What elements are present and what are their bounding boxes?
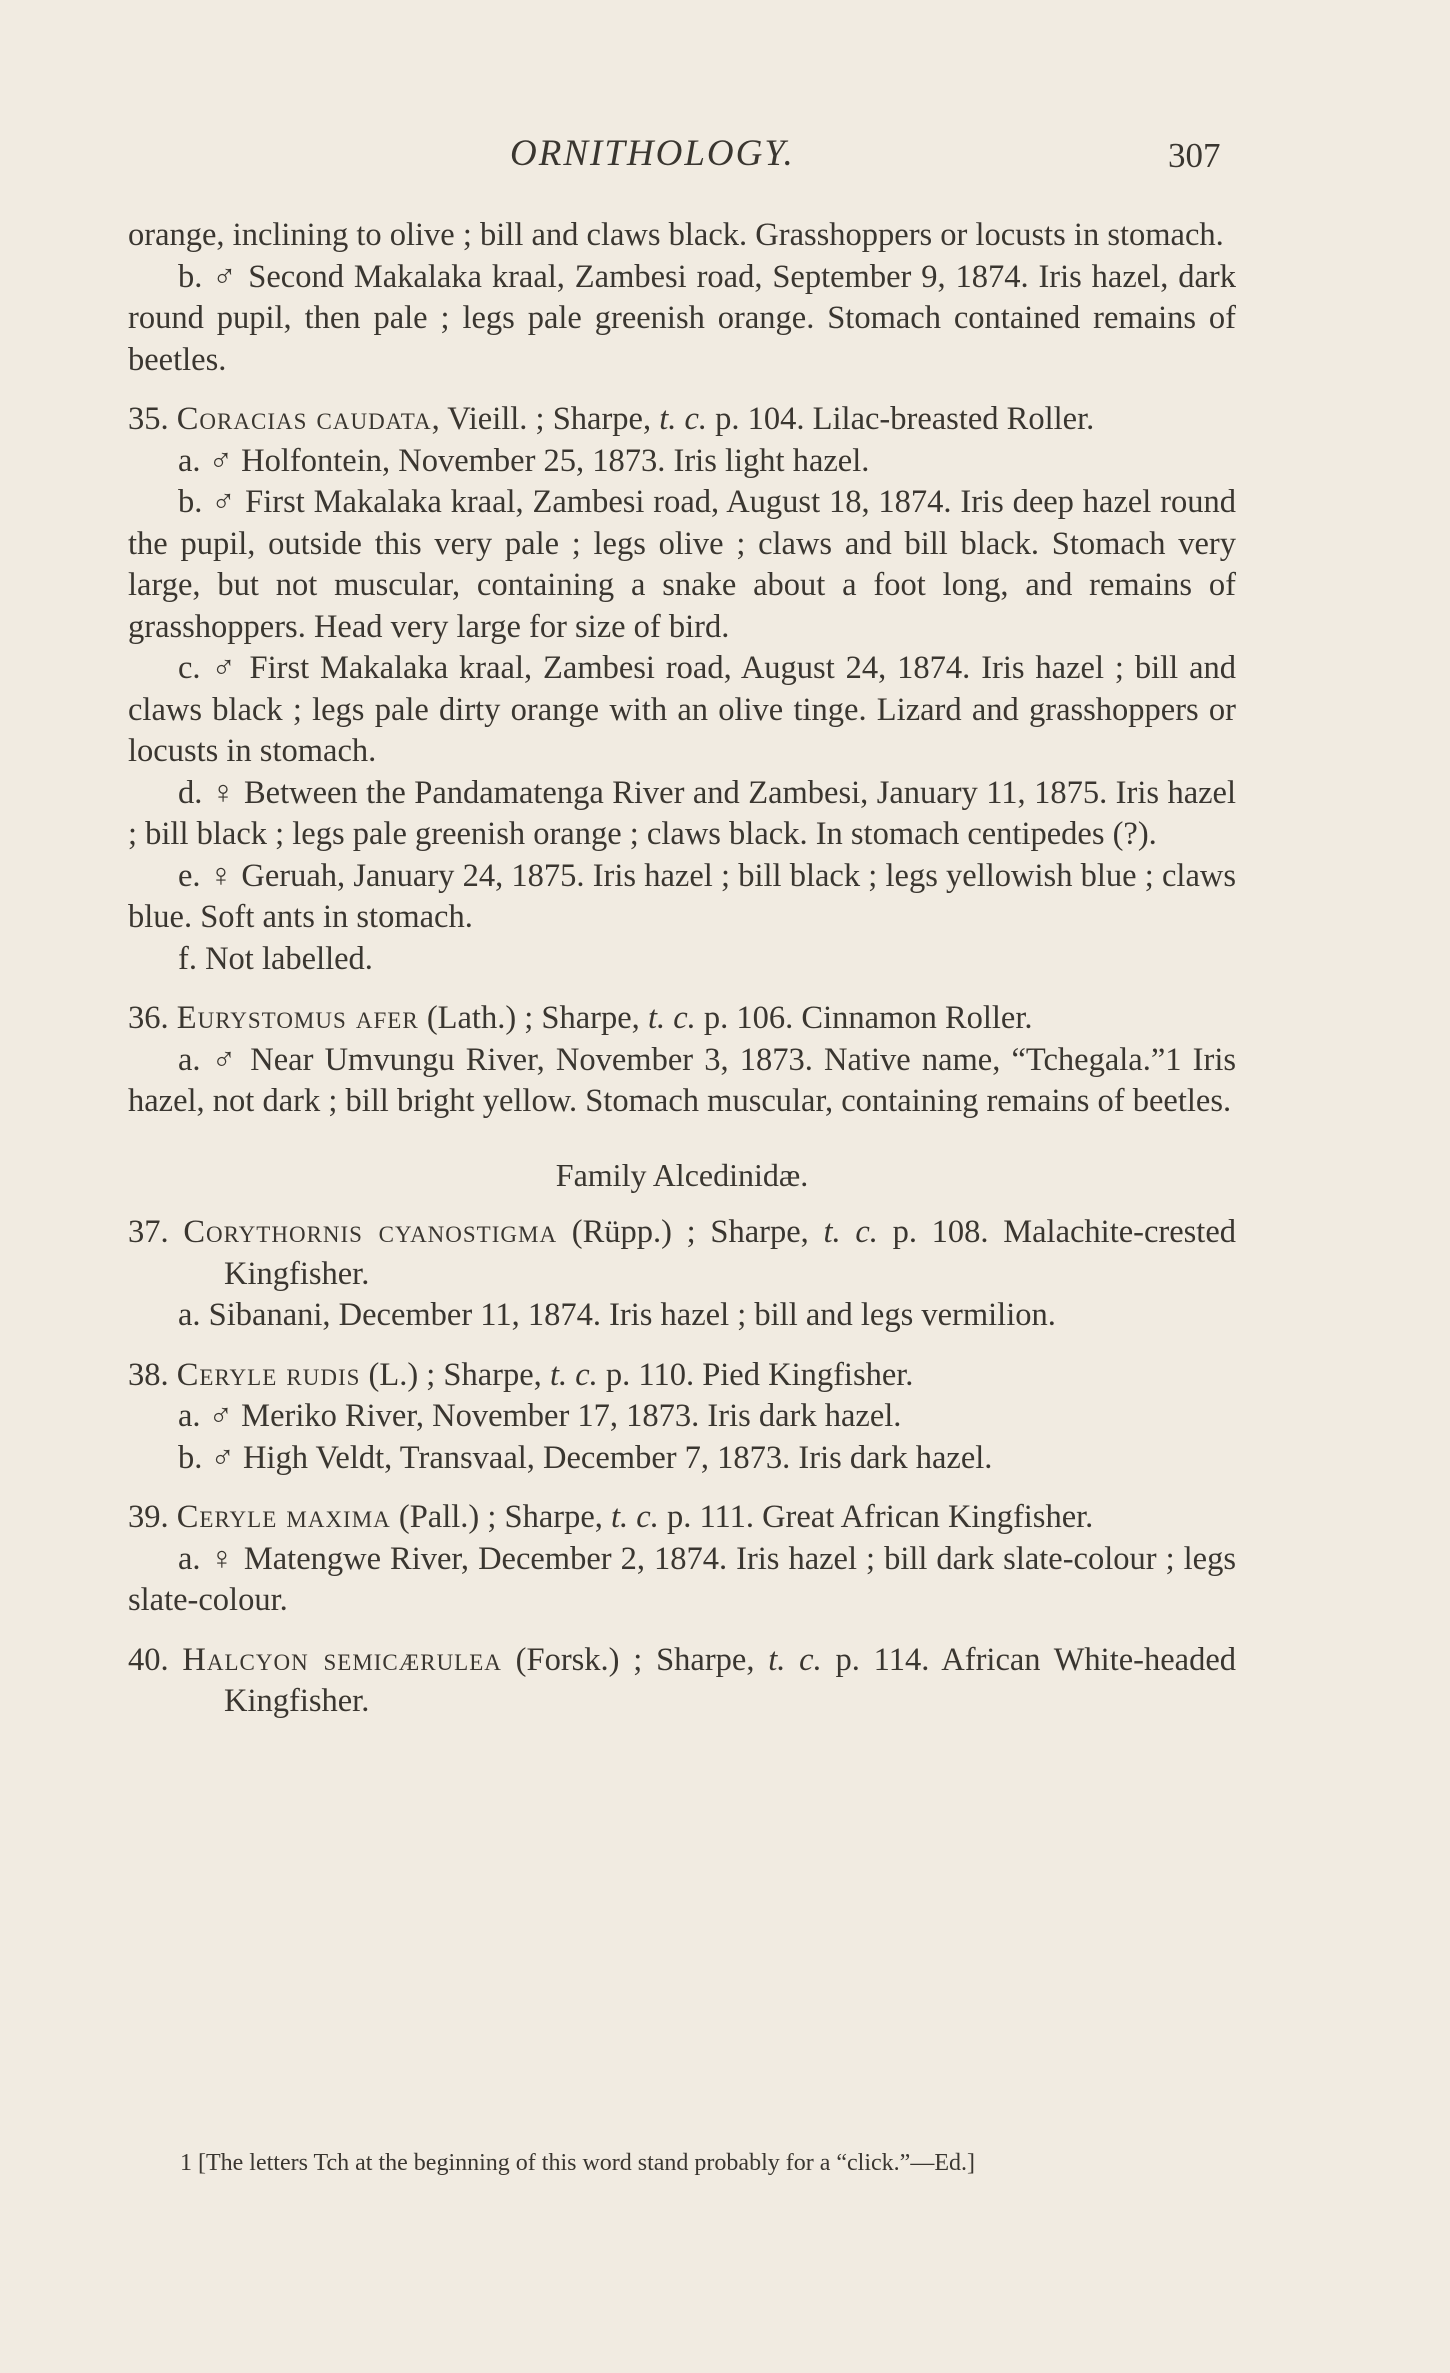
species-entry-35: 35. Coracias caudata, Vieill. ; Sharpe, t. c. p. 104. Lilac-breasted Roller. [128, 401, 1095, 437]
specimen-a: a. ♂ Meriko River, November 17, 1873. Iris dark hazel. [178, 1398, 902, 1434]
family-heading: Family Alcedinidæ. [555, 1156, 809, 1193]
species-entry-38: 38. Ceryle rudis (L.) ; Sharpe, t. c. p. 110. Pied Kingfisher. [128, 1356, 914, 1393]
specimen-a: a. ♀ Matengwe River, December 2, 1874. Iris hazel ; bill dark slate-colour ; legs slate-colour. [128, 1540, 1236, 1618]
species-entry-39: 39. Ceryle maxima (Pall.) ; Sharpe, t. c. p. 111. Great African Kingfisher. [128, 1499, 1094, 1535]
specimen-e: e. ♀ Geruah, January 24, 1875. Iris hazel ; bill black ; legs yellowish blue ; claws blue. Soft ants in stomach. [128, 857, 1236, 935]
footnote: 1 [The letters Tch at the beginning of this word stand probably for a “click.”—Ed.] [180, 2150, 975, 2176]
page-header [0, 132, 1450, 182]
specimen-a: a. ♂ Near Umvungu River, November 3, 1873. Native name, “Tchegala.”1 Iris hazel, not dark ; bill bright yellow. Stomach muscular, containing remains of beetles. [128, 1041, 1236, 1119]
species-entry-40: 40. Halcyon semicærulea (Forsk.) ; Sharpe, t. c. p. 114. African White-headed Kingfisher. [128, 1641, 1236, 1719]
specimen-b: b. ♂ First Makalaka kraal, Zambesi road, August 18, 1874. Iris deep hazel round the pupil, outside this very pale ; legs olive ; claws and bill black. Stomach very large, but not muscular, containing a snake about a foot long, and remains of grasshoppers. Head very large for size of bird. [128, 484, 1236, 645]
specimen-d: d. ♀ Between the Pandamatenga River and Zambesi, January 11, 1875. Iris hazel ; bill black ; legs pale greenish orange ; claws black. In stomach centipedes (?). [128, 774, 1236, 852]
specimen-a: a. ♂ Holfontein, November 25, 1873. Iris light hazel. [178, 442, 870, 479]
page-number: 307 [1168, 136, 1221, 175]
running-title: ORNITHOLOGY. [510, 133, 795, 174]
specimen-a: a. Sibanani, December 11, 1874. Iris hazel ; bill and legs vermilion. [178, 1297, 1056, 1333]
body-text [128, 215, 1236, 1723]
paragraph: orange, inclining to olive ; bill and claws black. Grasshoppers or locusts in stomach. [128, 217, 1224, 253]
specimen-b: b. ♂ High Veldt, Transvaal, December 7, 1873. Iris dark hazel. [178, 1439, 993, 1476]
specimen-c: c. ♂ First Makalaka kraal, Zambesi road, August 24, 1874. Iris hazel ; bill and claws black ; legs pale dirty orange with an olive tinge. Lizard and grasshoppers or locusts in stomach. [128, 650, 1236, 769]
species-entry-37: 37. Corythornis cyanostigma (Rüpp.) ; Sharpe, t. c. p. 108. Malachite-crested Kingfisher. [128, 1214, 1236, 1292]
species-entry-36: 36. Eurystomus afer (Lath.) ; Sharpe, t. c. p. 106. Cinnamon Roller. [128, 1000, 1033, 1036]
specimen-f: f. Not labelled. [178, 940, 373, 977]
specimen-b: b. ♂ Second Makalaka kraal, Zambesi road, September 9, 1874. Iris hazel, dark round pupil, then pale ; legs pale greenish orange. Stomach contained remains of beetles. [128, 258, 1236, 378]
